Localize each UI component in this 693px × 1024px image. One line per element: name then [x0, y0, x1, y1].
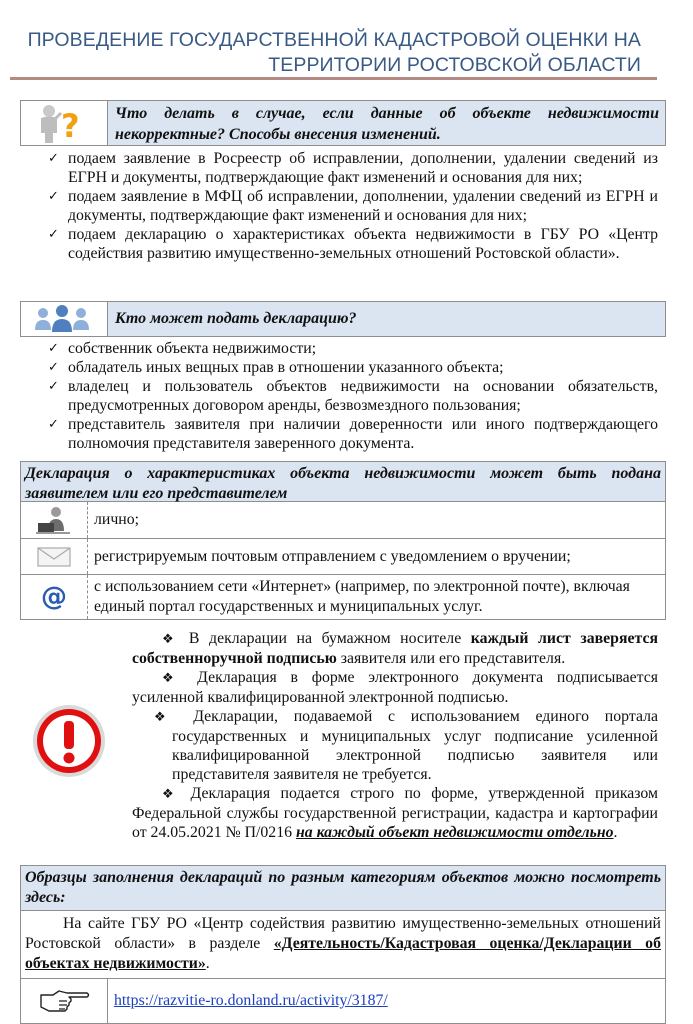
note-paper-signature: ❖ В декларации на бумажном носителе каждый лист заверяется собственноручной подписью заявителя или его представителя. — [132, 630, 659, 667]
section-who-can-submit-header — [20, 301, 666, 337]
samples-link-row — [21, 979, 665, 1023]
list-item: ✓ представитель заявителя при наличии доверенности или иного подтверждающего полномочия представителя заверенного документа. — [48, 416, 658, 452]
person-at-desk-icon — [21, 502, 88, 538]
diamond-bullet-icon: ❖ — [162, 671, 184, 686]
check-icon: ✓ — [48, 379, 59, 394]
section-incorrect-data-heading: Что делать в случае, если данные об объекте недвижимости некорректные? Способы внесения изменений. — [115, 105, 659, 143]
section-incorrect-data-list — [48, 149, 658, 263]
check-icon: ✓ — [48, 417, 59, 432]
list-item: ✓ подаем заявление в МФЦ об исправлении, дополнении, удалении сведений из ЕГРН и документы, подтверждающие факт изменений и основания для них; — [48, 188, 658, 224]
list-item: ✓ владелец и пользователь объектов недвижимости на основании обязательств, предусмотренных договором аренды, безвозмездного пользования; — [48, 378, 658, 414]
list-item: ✓ собственник объекта недвижимости; — [48, 340, 317, 357]
declaration-methods-table — [20, 461, 666, 620]
note-form: ❖ Декларация подается строго по форме, утвержденной приказом Федеральной службы государственной регистрации, кадастра и картографии от 24.05.2021 № П/0216 на каждый объект недвижимости отдельно. — [132, 785, 659, 841]
section-incorrect-data-header — [20, 100, 666, 146]
check-icon: ✓ — [48, 189, 59, 204]
section-who-can-submit-list — [48, 339, 658, 453]
note-portal: ❖ Декларации, подаваемой с использованием единого портала государственных и муниципальных услуг подписание усиленной квалифицированной электронной подписью заявителя или представителя заявителя не требуется. — [154, 708, 658, 783]
exclamation-icon — [31, 703, 107, 779]
question-person-icon — [21, 101, 108, 145]
title-line-2: ТЕРРИТОРИИ РОСТОВСКОЙ ОБЛАСТИ — [268, 54, 641, 76]
samples-link[interactable]: https://razvitie-ro.donland.ru/activity/3187/ — [114, 992, 388, 1009]
svg-text:?: ? — [61, 107, 80, 145]
title-line-1: ПРОВЕДЕНИЕ ГОСУДАРСТВЕННОЙ КАДАСТРОВОЙ ОЦЕНКИ НА — [27, 29, 641, 51]
people-group-icon — [21, 302, 108, 336]
table-row — [21, 539, 665, 575]
pointing-hand-icon — [21, 979, 108, 1023]
method-internet: с использованием сети «Интернет» (например, по электронной почте), включая единый портал государственных и муниципальных услуг. — [94, 578, 630, 615]
check-icon: ✓ — [48, 151, 59, 166]
at-sign-icon: @ — [21, 575, 88, 619]
check-icon: ✓ — [48, 227, 59, 242]
list-item: ✓ подаем декларацию о характеристиках объекта недвижимости в ГБУ РО «Центр содействия развитию имущественно-земельных отношений Ростовской области». — [48, 226, 658, 262]
check-icon: ✓ — [48, 341, 59, 356]
declaration-methods-heading: Декларация о характеристиках объекта недвижимости может быть подана заявителем или его представителем — [21, 462, 665, 502]
list-item: ✓ подаем заявление в Росреестр об исправлении, дополнении, удалении сведений из ЕГРН и документы, подтверждающие факт изменений и основания для них; — [48, 150, 658, 186]
method-in-person: лично; — [94, 511, 140, 528]
title-divider — [10, 77, 657, 80]
section-who-can-submit-heading: Кто может подать декларацию? — [115, 310, 357, 327]
samples-heading: Образцы заполнения деклараций по разным категориям объектов можно посмотреть здесь: — [21, 866, 665, 911]
diamond-bullet-icon: ❖ — [162, 632, 180, 647]
samples-body: На сайте ГБУ РО «Центр содействия развитию имущественно-земельных отношений Ростовской области» в разделе «Деятельность/Кадастровая оценка/Декларации об объектах недвижимости». — [21, 911, 665, 979]
envelope-icon — [21, 539, 88, 574]
list-item: ✓ обладатель иных вещных прав в отношении указанного объекта; — [48, 359, 504, 376]
table-row — [21, 575, 665, 619]
samples-table — [20, 865, 666, 1024]
method-registered-mail: регистрируемым почтовым отправлением с уведомлением о вручении; — [94, 547, 571, 565]
diamond-bullet-icon: ❖ — [162, 787, 181, 802]
page-title — [28, 28, 641, 78]
table-row — [21, 502, 665, 539]
declaration-notes — [132, 629, 658, 842]
diamond-bullet-icon: ❖ — [154, 710, 178, 725]
note-electronic-signature: ❖ Декларация в форме электронного документа подписывается усиленной квалифицированной электронной подписью. — [132, 669, 659, 706]
check-icon: ✓ — [48, 360, 59, 375]
